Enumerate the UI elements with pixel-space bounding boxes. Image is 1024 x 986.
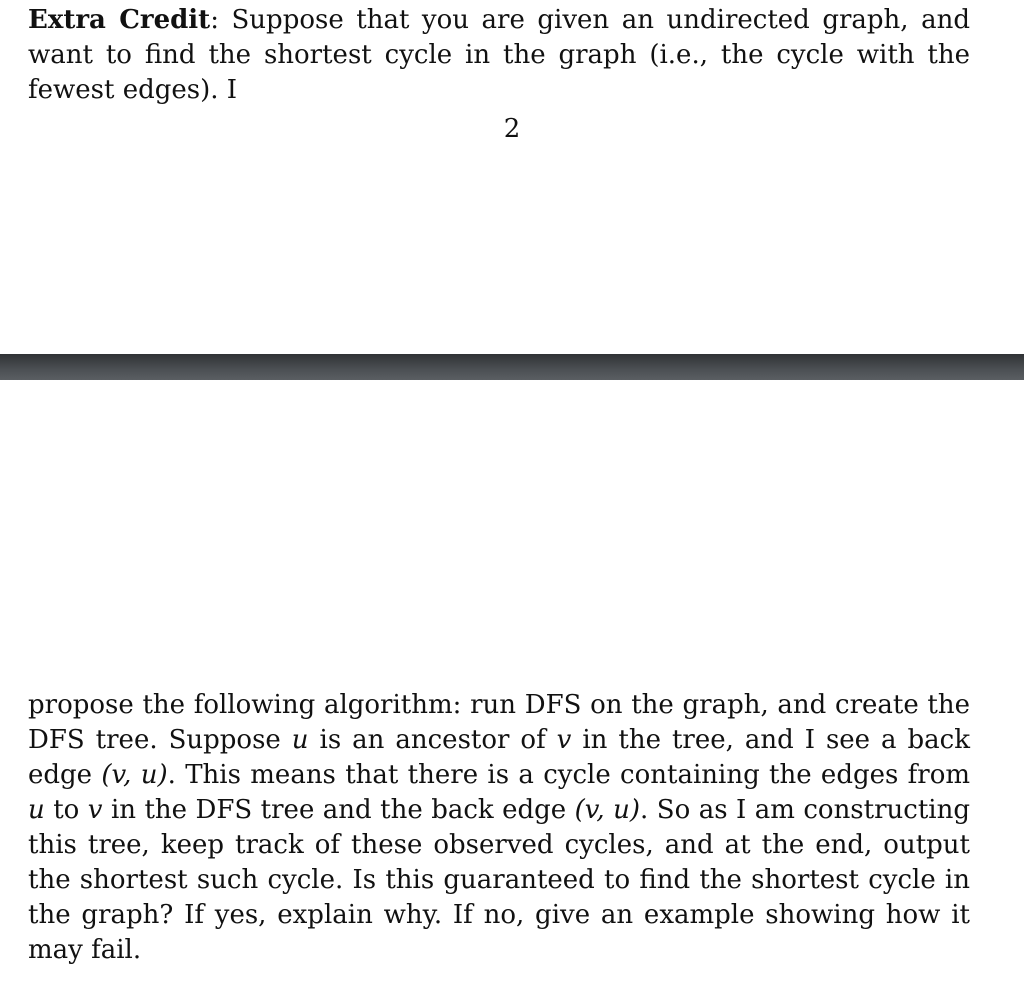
problem-intro-text: : Suppose that you are given an undirected graph, and want to find the shortest cycle in the graph (i.e., the cycle with the fewest edges). I	[28, 5, 970, 105]
page-top	[0, 0, 1024, 354]
problem-intro	[28, 3, 970, 108]
math-var-v: v	[87, 795, 103, 825]
math-edge-vu: (v, u)	[101, 760, 168, 790]
text-segment: to	[44, 795, 88, 825]
math-edge-vu: (v, u)	[574, 795, 641, 825]
problem-continuation	[28, 688, 970, 968]
page-number: 2	[503, 114, 521, 144]
math-var-u: u	[291, 725, 309, 755]
text-segment: is an ancestor of	[308, 725, 557, 755]
text-segment: . So as I am constructing this tree, keep track of these observed cycles, and at the end, output the shortest such cycle. Is this guaranteed to find the shortest cycle in the graph? If yes, explain why. If no, give an example showing how it may fail.	[28, 795, 970, 965]
math-var-u: u	[28, 795, 45, 825]
text-segment: in the DFS tree and the back edge	[102, 795, 575, 825]
text-segment: propose the following algorithm: run DFS on the graph, and create the DFS tree. Suppose	[28, 690, 970, 755]
extra-credit-heading: Extra Credit	[28, 5, 211, 35]
text-segment: in the tree, and I see a back edge	[28, 725, 970, 790]
page-divider	[0, 354, 1024, 380]
math-var-v: v	[556, 725, 572, 755]
text-segment: . This means that there is a cycle containing the edges from	[167, 760, 971, 790]
